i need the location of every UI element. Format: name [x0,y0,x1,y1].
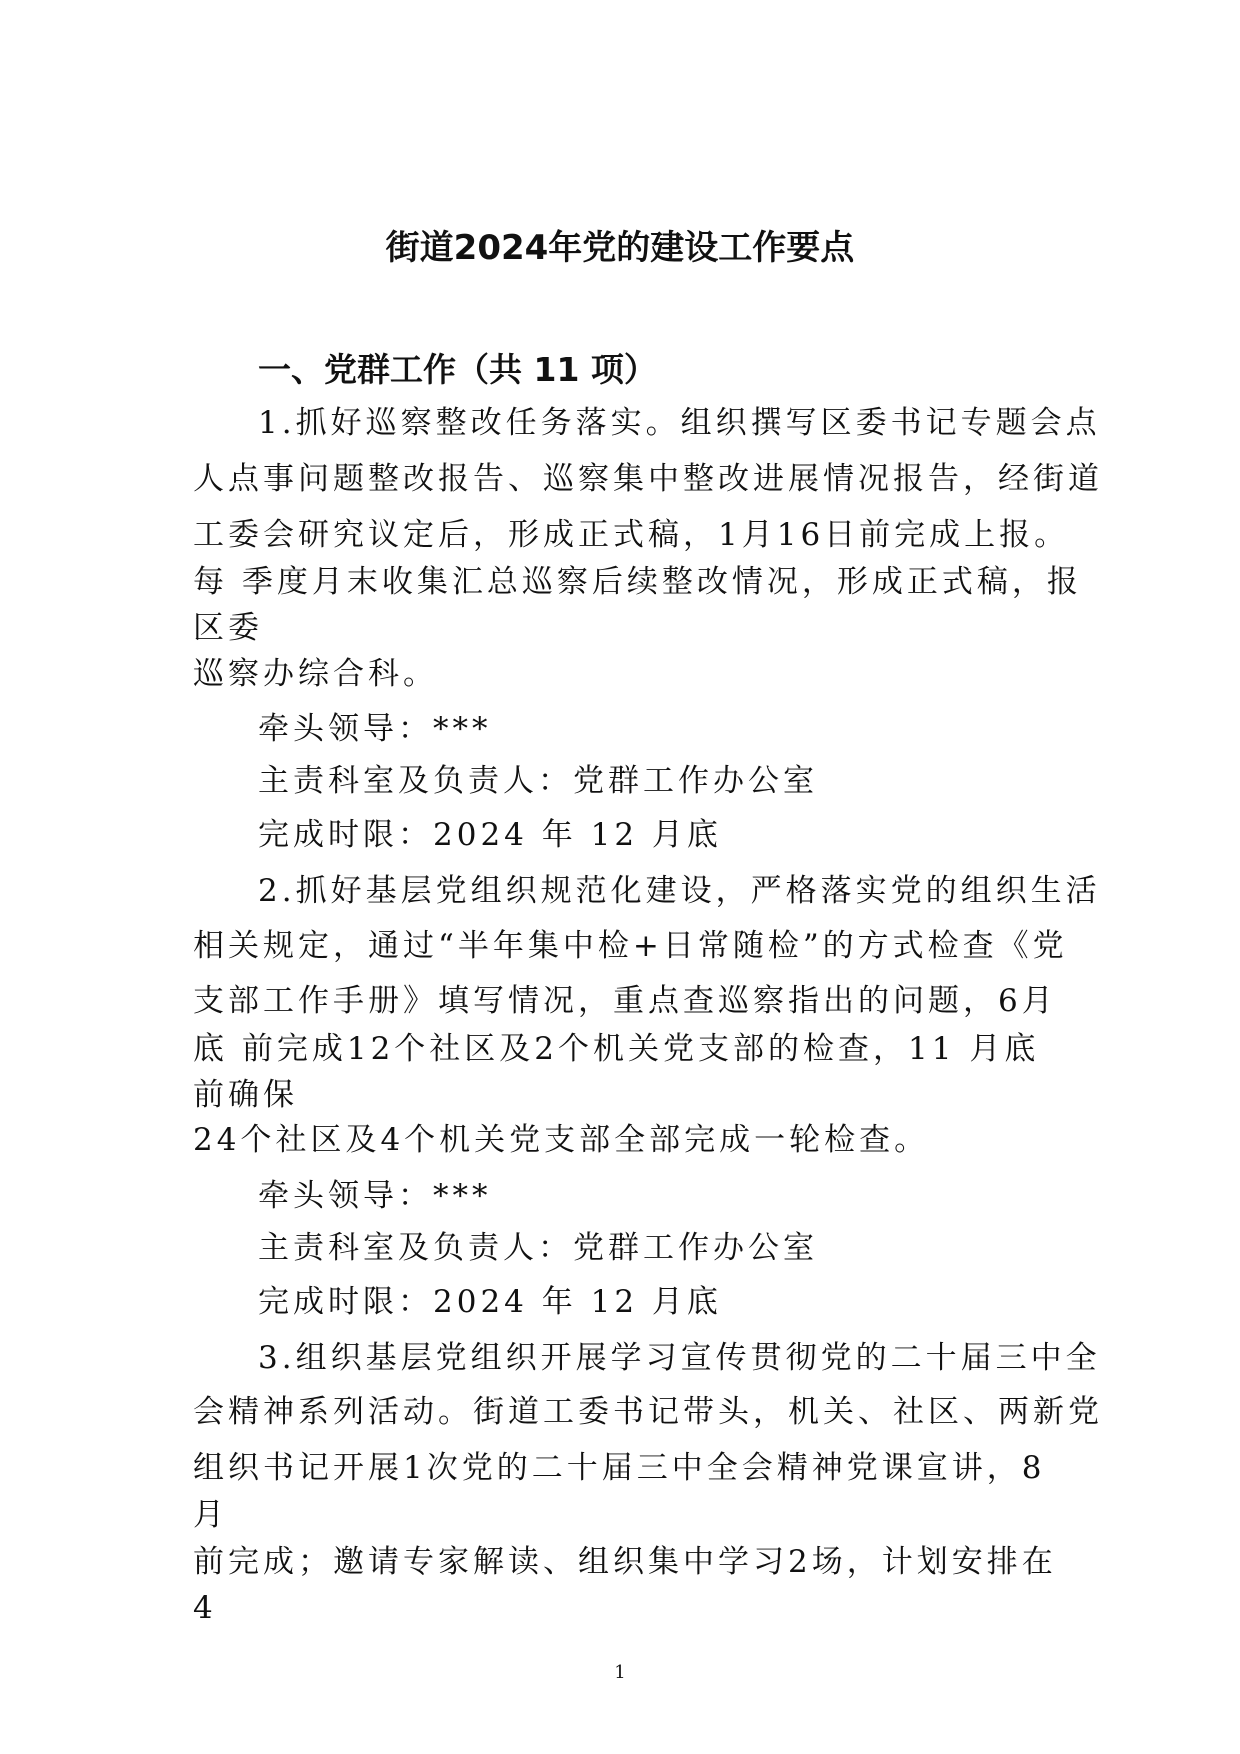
page-number: 1 [614,1662,626,1683]
deadline: 完成时限：2024 年 12 月底 [258,1284,722,1320]
paragraph-line: 4 [193,1590,217,1626]
paragraph-line: 人点事问题整改报告、巡察集中整改进展情况报告，经街道 [193,461,1103,497]
document-title: 街道2024年党的建设工作要点 [385,228,855,268]
paragraph-line: 每 季度月末收集汇总巡察后续整改情况，形成正式稿，报 [193,564,1082,600]
paragraph-line: 区委 [193,610,263,646]
paragraph-line: 1.抓好巡察整改任务落实。组织撰写区委书记专题会点 [258,405,1101,441]
paragraph-line: 会精神系列活动。街道工委书记带头，机关、社区、两新党 [193,1394,1103,1430]
paragraph-line: 底 前完成12个社区及2个机关党支部的检查，11 月底 [193,1031,1040,1067]
lead-leader: 牵头领导：*** [258,1178,492,1214]
deadline: 完成时限：2024 年 12 月底 [258,817,722,853]
lead-leader: 牵头领导：*** [258,711,492,747]
paragraph-line: 月 [193,1497,228,1533]
paragraph-line: 2.抓好基层党组织规范化建设，严格落实党的组织生活 [258,873,1101,909]
paragraph-line: 巡察办综合科。 [193,656,438,692]
paragraph-line: 前确保 [193,1077,298,1113]
section-heading: 一、党群工作（共 11 项） [258,350,657,389]
paragraph-line: 支部工作手册》填写情况，重点查巡察指出的问题，6月 [193,983,1057,1019]
paragraph-line: 3.组织基层党组织开展学习宣传贯彻党的二十届三中全 [258,1340,1101,1376]
paragraph-line: 前完成；邀请专家解读、组织集中学习2场，计划安排在 [193,1544,1057,1580]
paragraph-line: 组织书记开展1次党的二十届三中全会精神党课宣讲，8 [193,1450,1046,1486]
paragraph-line: 工委会研究议定后，形成正式稿，1月16日前完成上报。 [193,517,1070,553]
responsible-dept: 主责科室及负责人：党群工作办公室 [258,1230,818,1266]
paragraph-line: 相关规定，通过“半年集中检+日常随检”的方式检查《党 [193,928,1068,964]
responsible-dept: 主责科室及负责人：党群工作办公室 [258,763,818,799]
paragraph-line: 24个社区及4个机关党支部全部完成一轮检查。 [193,1122,930,1158]
